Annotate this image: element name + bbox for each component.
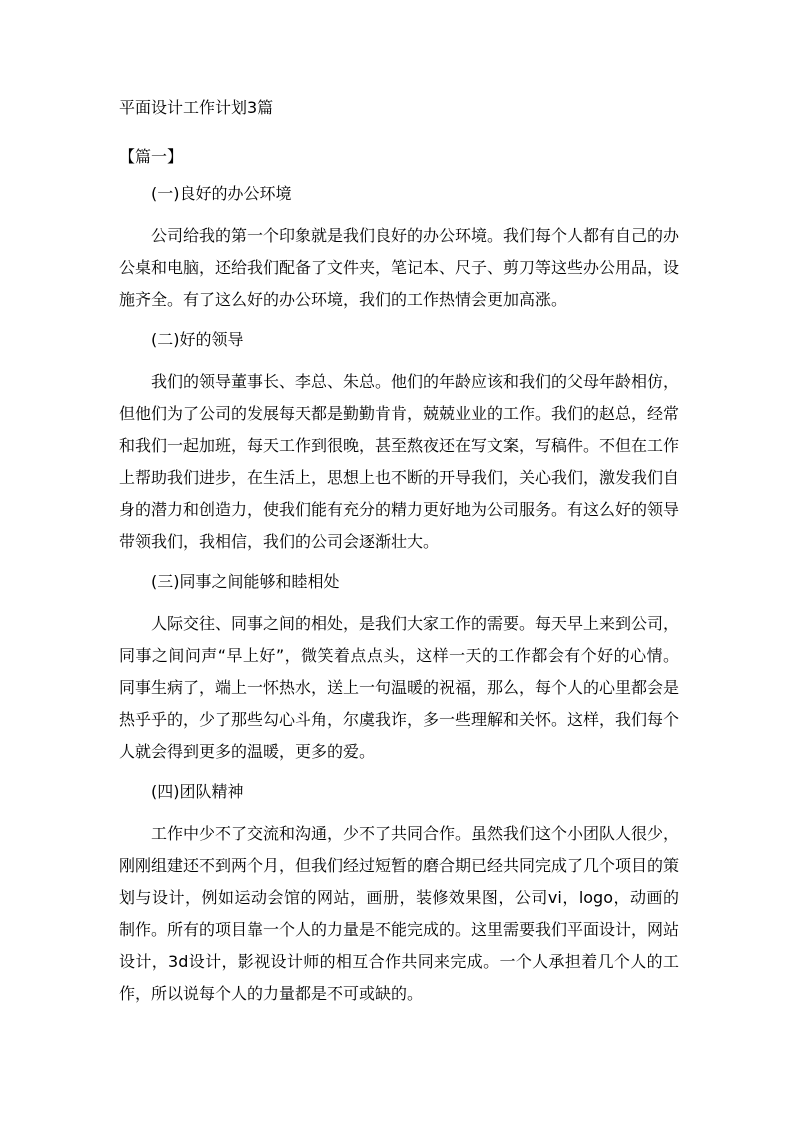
document-title: 平面设计工作计划3篇 xyxy=(119,98,274,117)
paragraph: 工作中少不了交流和沟通，少不了共同合作。虽然我们这个小团队人很少，刚刚组建还不到两个月，但我们经过短暂的磨合期已经共同完成了几个项目的策划与设计，例如运动会馆的网站，画册，装修效果图，公司vi，logo，动画的制作。所有的项目靠一个人的力量是不能完成的。这里需要我们平面设计，网站设计，3d设计，影视设计师的相互合作共同来完成。一个人承担着几个人的工作，所以说每个人的力量都是不可或缺的。 xyxy=(119,824,680,1003)
sub-heading: (二)好的领导 xyxy=(151,330,244,349)
section-block-office-environment xyxy=(119,182,679,316)
paragraph: 人际交往、同事之间的相处，是我们大家工作的需要。每天早上来到公司，同事之间问声“早上好”，微笑着点点头，这样一天的工作都会有个好的心情。同事生病了，端上一怀热水，送上一句温暖的祝福，那么，每个人的心里都会是热乎乎的，少了那些勾心斗角，尔虞我诈，多一些理解和关怀。这样，我们每个人就会得到更多的温暖，更多的爱。 xyxy=(119,614,680,761)
section-block-team-spirit xyxy=(119,780,679,1010)
document-body xyxy=(119,96,679,1022)
section-block-colleagues xyxy=(119,570,679,768)
sub-heading: (一)良好的办公环境 xyxy=(151,184,292,203)
sub-heading: (四)团队精神 xyxy=(151,782,244,801)
paragraph: 我们的领导董事长、李总、朱总。他们的年龄应该和我们的父母年龄相仿，但他们为了公司的发展每天都是勤勤肯肯，兢兢业业的工作。我们的赵总，经常和我们一起加班，每天工作到很晚，甚至熬夜还在写文案，写稿件。不但在工作上帮助我们进步，在生活上，思想上也不断的开导我们，关心我们，激发我们自身的潜力和创造力，使我们能有充分的精力更好地为公司服务。有这么好的领导带领我们，我相信，我们的公司会逐渐壮大。 xyxy=(119,372,680,551)
paragraph: 公司给我的第一个印象就是我们良好的办公环境。我们每个人都有自己的办公桌和电脑，还给我们配备了文件夹，笔记本、尺子、剪刀等这些办公用品，设施齐全。有了这么好的办公环境，我们的工作热情会更加高涨。 xyxy=(119,226,680,309)
sub-heading: (三)同事之间能够和睦相处 xyxy=(151,572,340,591)
section-label: 【篇一】 xyxy=(119,147,184,166)
section-block-leadership xyxy=(119,328,679,558)
